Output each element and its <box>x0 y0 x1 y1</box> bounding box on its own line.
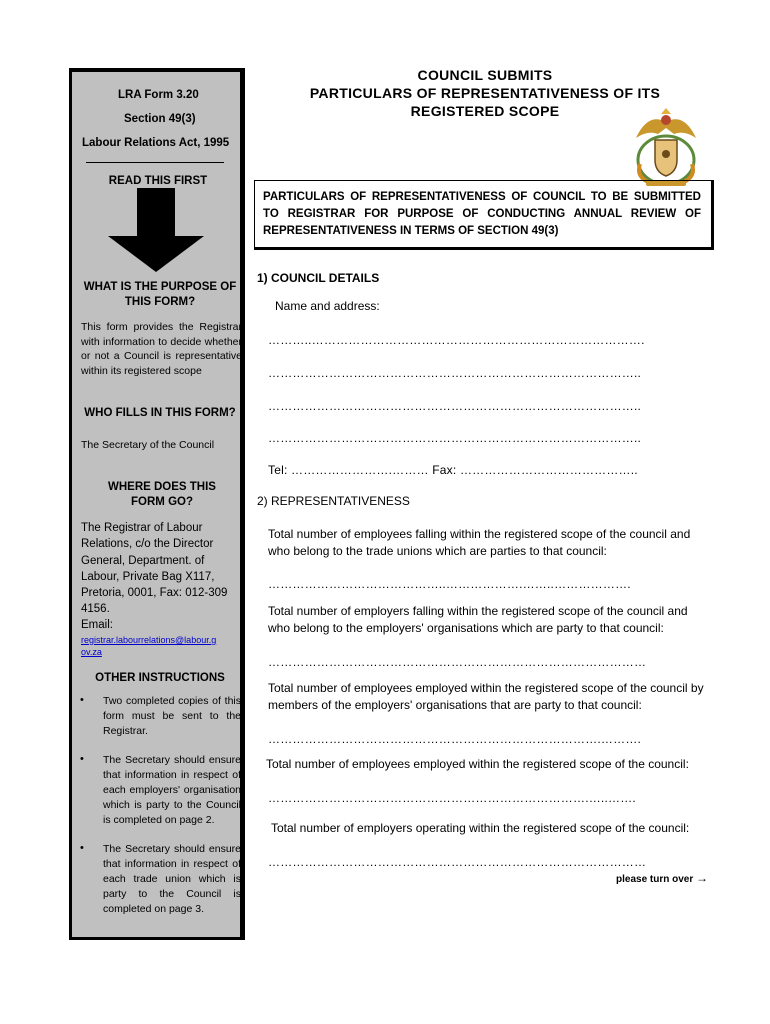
coat-of-arms-logo <box>628 108 704 188</box>
purpose-heading: WHAT IS THE PURPOSE OF THIS FORM? <box>83 281 237 308</box>
instruction-box-text: PARTICULARS OF REPRESENTATIVENESS OF COUNCIL TO BE SUBMITTED TO REGISTRAR FOR PURPOSE OF CONDUCTING ANNUAL REVIEW OF REPRESENTATIVENESS IN TERMS OF SECTION 49(3) <box>263 191 701 237</box>
answer-total-employees[interactable]: …………………………………………………………………….…..……. <box>268 791 636 805</box>
answer-employees-by-members[interactable]: ……………………………………………………………………….………. <box>268 732 642 746</box>
turn-over-text: please turn over <box>616 874 694 885</box>
name-address-label: Name and address: <box>275 299 380 313</box>
title-line-3: REGISTERED SCOPE <box>410 103 560 119</box>
answer-employers-organisations[interactable]: ………………………………………………………………………………… <box>268 655 647 669</box>
question-total-employers: Total number of employers operating within the registered scope of the council: <box>271 821 690 835</box>
turn-over-note <box>616 870 708 888</box>
instruction-item: The Secretary should ensure that information in respect of each employers' organisation which is party to the Council is completed on page 2. <box>103 754 241 826</box>
address-line-2[interactable]: ……………………………………………………………………………….. <box>268 366 642 380</box>
instructions-sidebar <box>69 68 245 940</box>
bullet-icon: • <box>80 753 84 765</box>
who-text: The Secretary of the Council <box>81 439 215 451</box>
instruction-item: Two completed copies of this form must be sent to the Registrar. <box>103 695 241 737</box>
representativeness-heading: 2) REPRESENTATIVENESS <box>257 494 410 508</box>
down-arrow-icon <box>106 188 206 272</box>
question-total-employees: Total number of employees employed within the registered scope of the council: <box>266 757 689 771</box>
instruction-item: The Secretary should ensure that information in respect of each trade union which is party to the Council is completed on page 3. <box>103 843 241 915</box>
email-label: Email: <box>81 619 113 631</box>
bullet-icon: • <box>80 842 84 854</box>
address-line-1[interactable]: ………..………………………………………………………………………. <box>268 333 645 347</box>
title-line-1: COUNCIL SUBMITS <box>417 67 553 83</box>
form-section: Section 49(3) <box>124 113 196 125</box>
form-number: LRA Form 3.20 <box>118 89 199 101</box>
address-line-3[interactable]: ……………………………………………………………………………….. <box>268 399 642 413</box>
answer-employees-trade-unions[interactable]: ……………………………………..……………….……..………………. <box>268 577 631 591</box>
right-arrow-icon: → <box>696 871 709 885</box>
question-employers-organisations: Total number of employers falling within the registered scope of the council and who belong to the employers' organisations which are party to that council: <box>268 604 688 635</box>
question-employees-by-members: Total number of employees employed within the registered scope of the council by members of the employers' organisations that are party to that council: <box>268 681 704 712</box>
read-first-heading: READ THIS FIRST <box>108 175 208 187</box>
other-instructions-heading: OTHER INSTRUCTIONS <box>95 672 225 684</box>
answer-total-employers[interactable]: ………………………………………………………………………………… <box>268 855 647 869</box>
where-text: The Registrar of Labour Relations, c/o the Director General, Department. of Labour, Private Bag X117, Pretoria, 0001, Fax: 012-309 4156. <box>81 522 228 616</box>
council-details-heading: 1) COUNCIL DETAILS <box>257 271 380 285</box>
where-heading: WHERE DOES THIS FORM GO? <box>108 481 216 508</box>
bullet-icon: • <box>80 694 84 706</box>
divider <box>86 162 224 163</box>
question-employees-trade-unions: Total number of employees falling within the registered scope of the council and who belong to the trade unions which are parties to that council: <box>268 527 691 558</box>
email-link[interactable]: registrar.labourrelations@labour.gov.za <box>81 635 217 657</box>
purpose-text: This form provides the Registrar with information to decide whether or not a Council is representative within its registered scope <box>81 321 242 377</box>
form-act: Labour Relations Act, 1995 <box>82 137 230 149</box>
instruction-box <box>254 180 714 250</box>
who-heading: WHO FILLS IN THIS FORM? <box>84 407 236 419</box>
address-line-4[interactable]: ……………………………………………………………………………….. <box>268 431 642 445</box>
title-line-2: PARTICULARS OF REPRESENTATIVENESS OF ITS <box>309 85 661 101</box>
tel-fax-field[interactable]: Tel: …………………….……… Fax: …………………………………….. <box>268 463 638 477</box>
